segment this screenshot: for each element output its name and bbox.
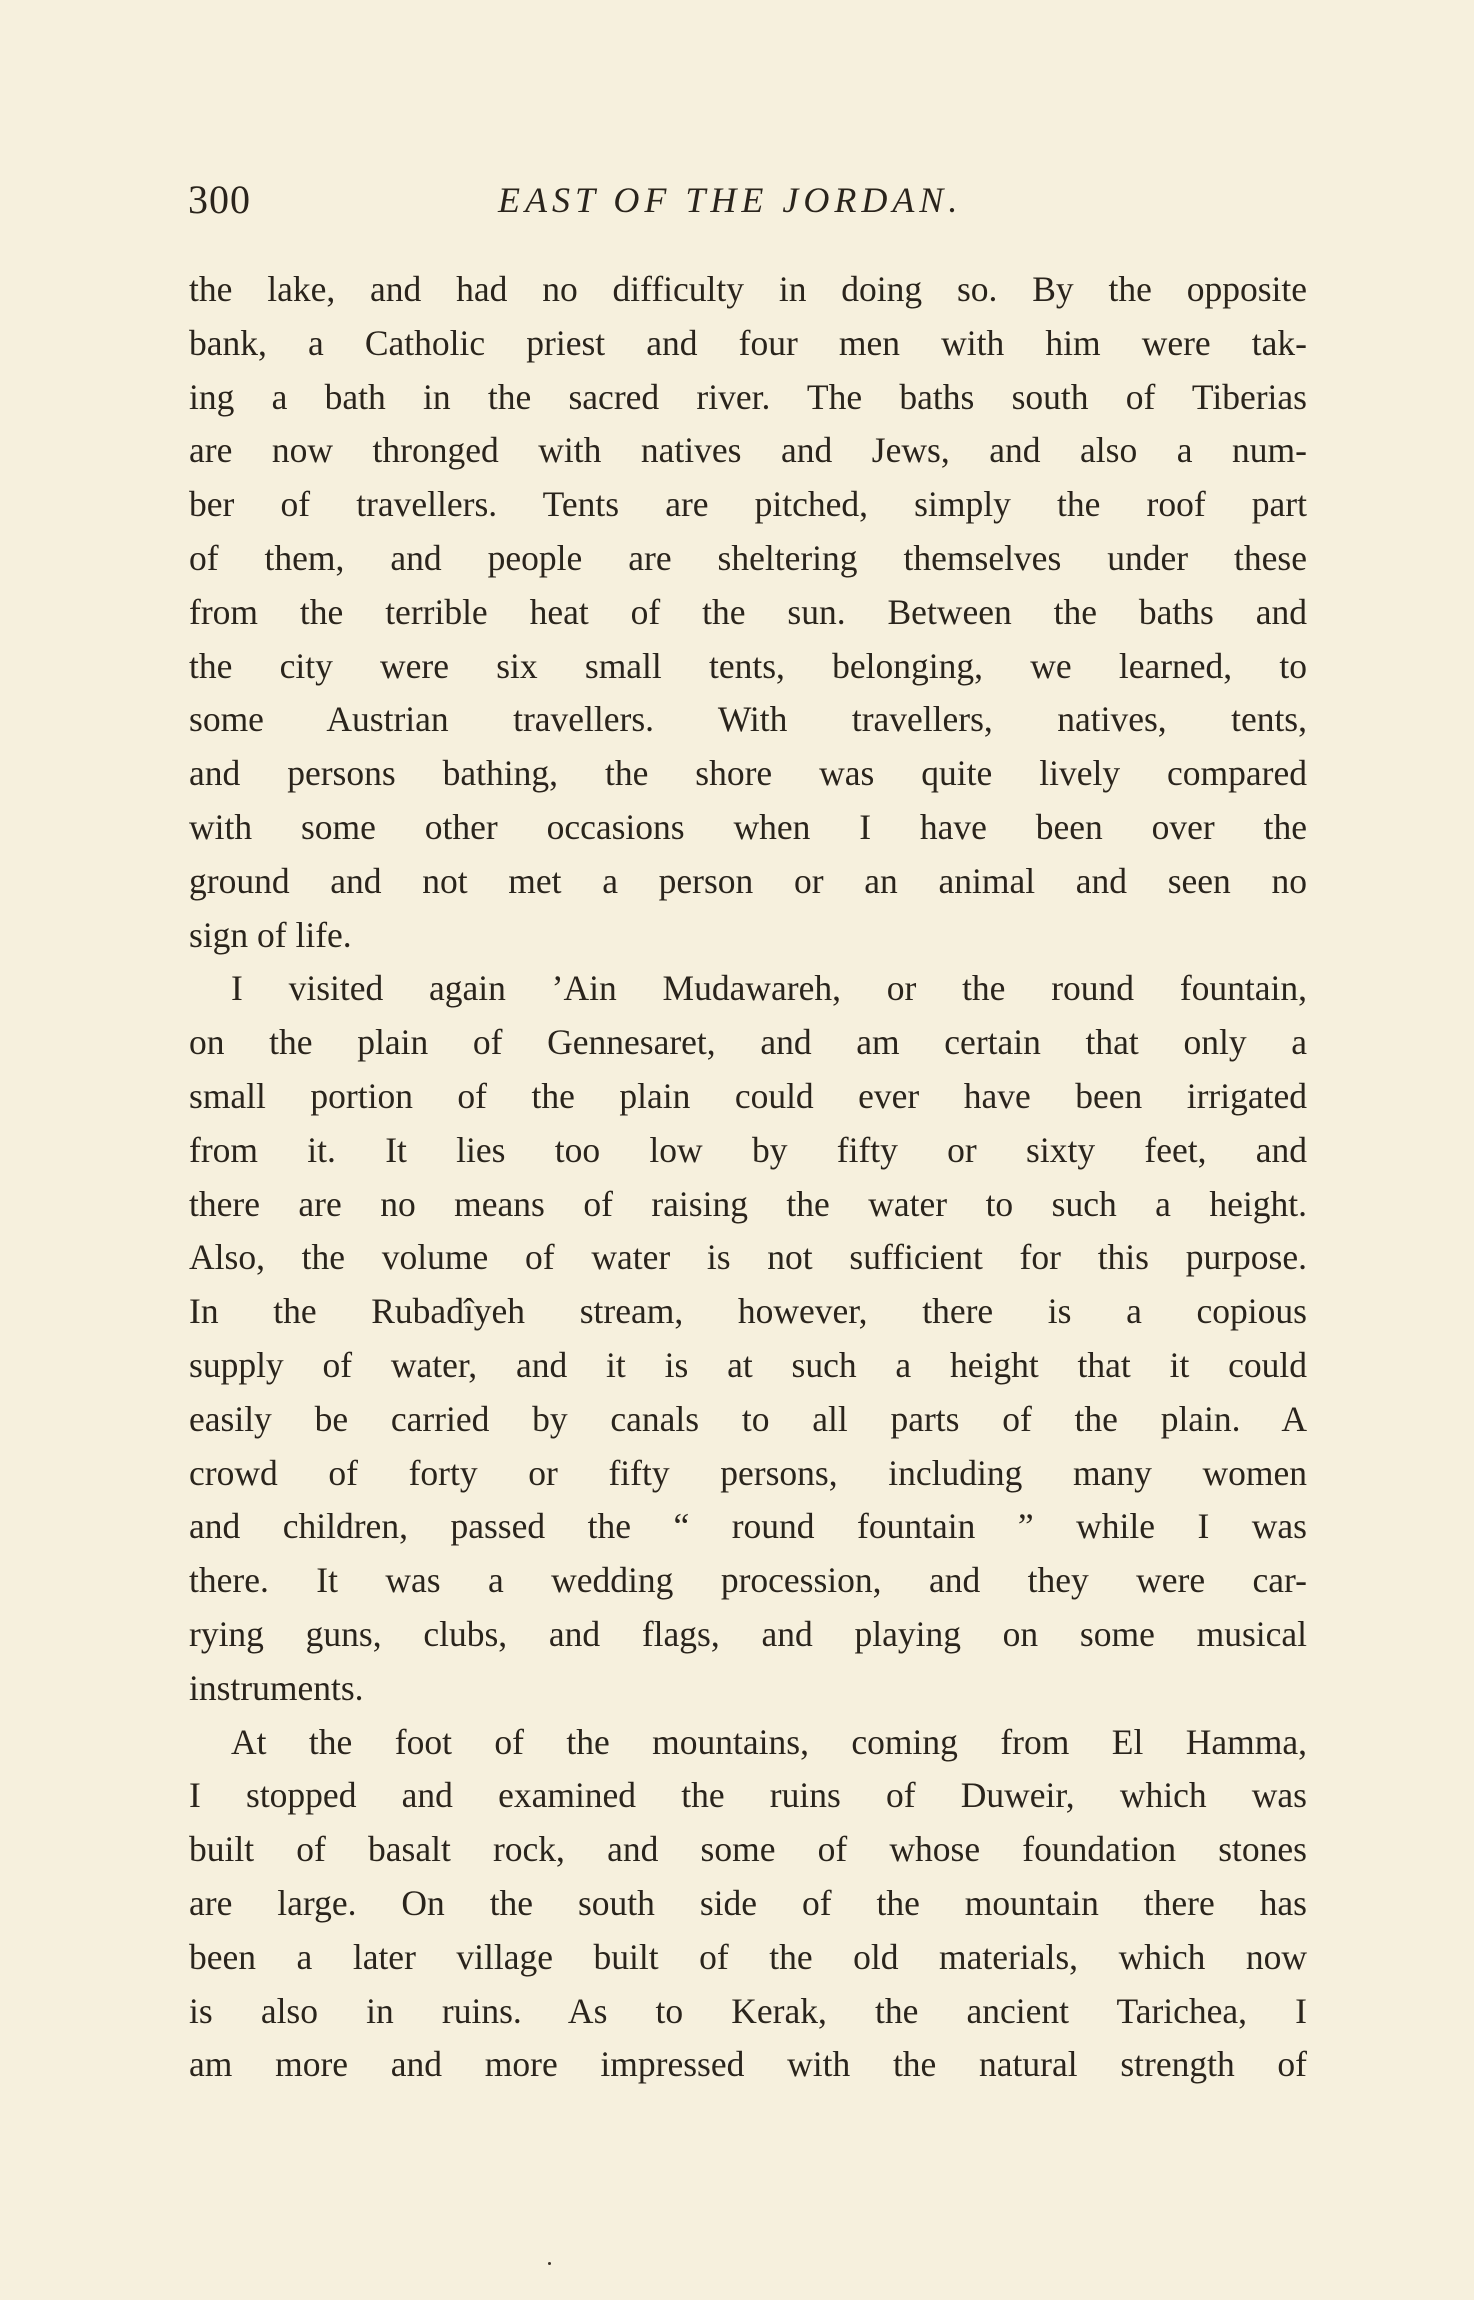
body-text (189, 263, 1307, 2092)
text-line: there are no means of raising the water to such a height. (189, 1183, 1307, 1224)
text-line: small portion of the plain could ever have been irrigated (189, 1075, 1307, 1116)
text-line: ground and not met a person or an animal and seen no (189, 860, 1307, 901)
text-line: easily be carried by canals to all parts of the plain. A (189, 1398, 1307, 1439)
paragraph-end-line: sign of life. (189, 914, 352, 955)
text-line: bank, a Catholic priest and four men with him were tak- (189, 322, 1307, 363)
running-head (188, 170, 1308, 230)
text-line: the city were six small tents, belonging, we learned, to (189, 645, 1307, 686)
text-line: is also in ruins. As to Kerak, the ancient Tarichea, I (189, 1990, 1307, 2031)
text-line: from it. It lies too low by fifty or sixty feet, and (189, 1129, 1307, 1170)
text-line: ing a bath in the sacred river. The baths south of Tiberias (189, 376, 1307, 417)
text-line: the lake, and had no difficulty in doing so. By the opposite (189, 269, 1307, 309)
text-line: there. It was a wedding procession, and they were car- (189, 1560, 1307, 1601)
text-line: and children, passed the “ round fountain ” while I was (189, 1506, 1307, 1547)
text-line: built of basalt rock, and some of whose foundation stones (189, 1829, 1307, 1870)
text-line: crowd of forty or fifty persons, including many women (189, 1452, 1307, 1493)
text-line: are large. On the south side of the mountain there has (189, 1882, 1307, 1923)
text-line: on the plain of Gennesaret, and am certain that only a (189, 1022, 1307, 1063)
text-line: am more and more impressed with the natural strength of (189, 2044, 1307, 2085)
paragraph-start-line: I visited again ’Ain Mudawareh, or the round fountain, (231, 968, 1307, 1009)
paper-speck (548, 2262, 551, 2265)
text-line: from the terrible heat of the sun. Between the baths and (189, 591, 1307, 632)
paragraph-end-line: instruments. (189, 1667, 364, 1708)
text-line: In the Rubadîyeh stream, however, there is a copious (189, 1291, 1307, 1332)
paragraph-start-line: At the foot of the mountains, coming from El Hamma, (231, 1721, 1307, 1762)
text-line: I stopped and examined the ruins of Duweir, which was (189, 1775, 1307, 1816)
running-title: EAST OF THE JORDAN. (498, 180, 963, 220)
text-line: rying guns, clubs, and flags, and playing on some musical (189, 1613, 1307, 1654)
text-line: are now thronged with natives and Jews, and also a num- (189, 430, 1307, 471)
text-line: and persons bathing, the shore was quite lively compared (189, 753, 1307, 794)
text-line: Also, the volume of water is not sufficient for this purpose. (189, 1237, 1307, 1278)
text-line: some Austrian travellers. With travellers, natives, tents, (189, 699, 1307, 740)
text-line: supply of water, and it is at such a height that it could (189, 1344, 1307, 1385)
text-line: with some other occasions when I have been over the (189, 806, 1307, 847)
page-number: 300 (188, 177, 251, 222)
text-line: been a later village built of the old materials, which now (189, 1936, 1307, 1977)
text-line: of them, and people are sheltering themselves under these (189, 537, 1307, 578)
text-line: ber of travellers. Tents are pitched, simply the roof part (189, 484, 1307, 525)
